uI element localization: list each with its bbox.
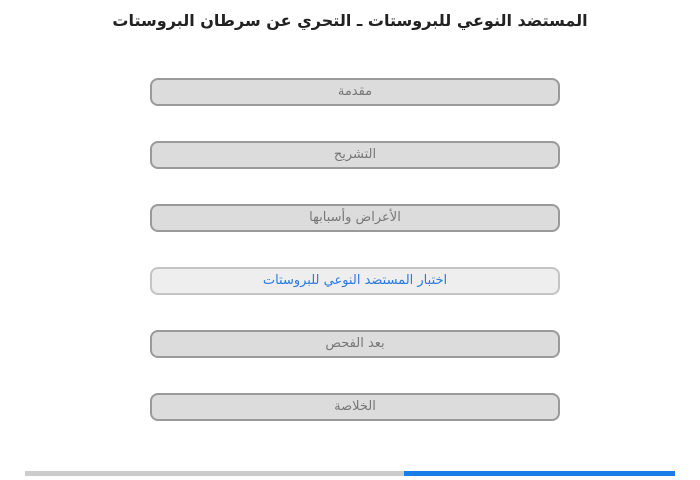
- progress-bar-fill: [404, 471, 675, 476]
- page-title: المستضد النوعي للبروستات ـ التحري عن سرطان البروستات: [112, 11, 588, 30]
- chapter-menu: [150, 78, 560, 456]
- menu-item-anatomy[interactable]: التشريح: [150, 141, 560, 169]
- menu-item-summary[interactable]: الخلاصة: [150, 393, 560, 421]
- menu-item-psa-test[interactable]: اختبار المستضد النوعي للبروستات: [150, 267, 560, 295]
- menu-item-introduction[interactable]: مقدمة: [150, 78, 560, 106]
- menu-item-after-exam[interactable]: بعد الفحص: [150, 330, 560, 358]
- progress-bar: [25, 471, 675, 476]
- menu-item-symptoms[interactable]: الأعراض وأسبابها: [150, 204, 560, 232]
